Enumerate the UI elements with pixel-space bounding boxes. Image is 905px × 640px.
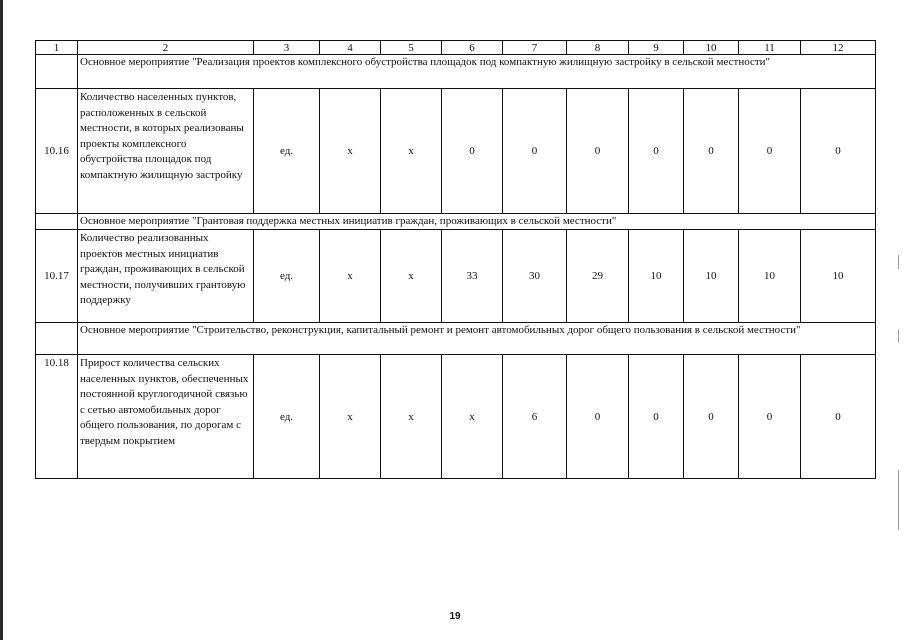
value-cell: 10 — [629, 230, 684, 323]
empty-cell — [36, 55, 78, 89]
section-title: Основное мероприятие "Реализация проектов комплексного обустройства площадок под компактную жилищную застройку в сельской местности" — [78, 55, 876, 89]
column-number: 2 — [78, 41, 254, 55]
table-row — [36, 89, 876, 214]
value-cell: х — [320, 230, 381, 323]
value-cell: 0 — [801, 355, 876, 479]
empty-cell — [36, 323, 78, 355]
value-cell: 29 — [567, 230, 629, 323]
empty-cell — [36, 214, 78, 230]
value-cell: 0 — [503, 89, 567, 214]
value-cell: 0 — [739, 89, 801, 214]
value-cell: х — [320, 89, 381, 214]
section-row — [36, 323, 876, 355]
value-cell: х — [381, 355, 442, 479]
value-cell: 0 — [629, 355, 684, 479]
column-number: 11 — [739, 41, 801, 55]
value-cell: 30 — [503, 230, 567, 323]
value-cell: х — [442, 355, 503, 479]
scan-mark — [898, 330, 899, 342]
section-title: Основное мероприятие "Грантовая поддержка местных инициатив граждан, проживающих в сельской местности" — [78, 214, 876, 230]
column-number-row — [36, 41, 876, 55]
unit-cell: ед. — [254, 355, 320, 479]
value-cell: 10 — [684, 230, 739, 323]
value-cell: 0 — [684, 89, 739, 214]
value-cell: 0 — [801, 89, 876, 214]
column-number: 12 — [801, 41, 876, 55]
scan-left-edge — [0, 0, 3, 640]
indicator-name: Прирост количества сельских населенных пунктов, обеспеченных постоянной круглогодичной связью с сетью автомобильных дорог общего пользования, по дорогам с твердым покрытием — [78, 355, 254, 479]
unit-cell: ед. — [254, 89, 320, 214]
column-number: 10 — [684, 41, 739, 55]
column-number: 9 — [629, 41, 684, 55]
column-number: 7 — [503, 41, 567, 55]
scan-mark — [898, 470, 899, 530]
value-cell: 6 — [503, 355, 567, 479]
column-number: 4 — [320, 41, 381, 55]
indicator-name: Количество населенных пунктов, расположенных в сельской местности, в которых реализованы проекты комплексного обустройства площадок под компактную жилищную застройку — [78, 89, 254, 214]
value-cell: х — [381, 89, 442, 214]
value-cell: 10 — [801, 230, 876, 323]
row-number: 10.16 — [36, 89, 78, 214]
value-cell: 0 — [629, 89, 684, 214]
column-number: 6 — [442, 41, 503, 55]
value-cell: х — [320, 355, 381, 479]
row-number: 10.18 — [36, 355, 78, 479]
value-cell: 33 — [442, 230, 503, 323]
section-row — [36, 55, 876, 89]
column-number: 3 — [254, 41, 320, 55]
indicators-table — [35, 40, 876, 479]
section-title: Основное мероприятие "Строительство, реконструкция, капитальный ремонт и ремонт автомобильных дорог общего пользования в сельской местности" — [78, 323, 876, 355]
value-cell: 0 — [739, 355, 801, 479]
value-cell: 0 — [567, 89, 629, 214]
indicator-name: Количество реализованных проектов местных инициатив граждан, проживающих в сельской местности, получивших грантовую поддержку — [78, 230, 254, 323]
unit-cell: ед. — [254, 230, 320, 323]
section-row — [36, 214, 876, 230]
value-cell: 0 — [442, 89, 503, 214]
scan-mark — [898, 255, 899, 269]
value-cell: 0 — [567, 355, 629, 479]
column-number: 8 — [567, 41, 629, 55]
column-number: 1 — [36, 41, 78, 55]
value-cell: 10 — [739, 230, 801, 323]
table-row — [36, 230, 876, 323]
value-cell: х — [381, 230, 442, 323]
table-row — [36, 355, 876, 479]
page-number: 19 — [449, 611, 461, 622]
value-cell: 0 — [684, 355, 739, 479]
column-number: 5 — [381, 41, 442, 55]
row-number: 10.17 — [36, 230, 78, 323]
